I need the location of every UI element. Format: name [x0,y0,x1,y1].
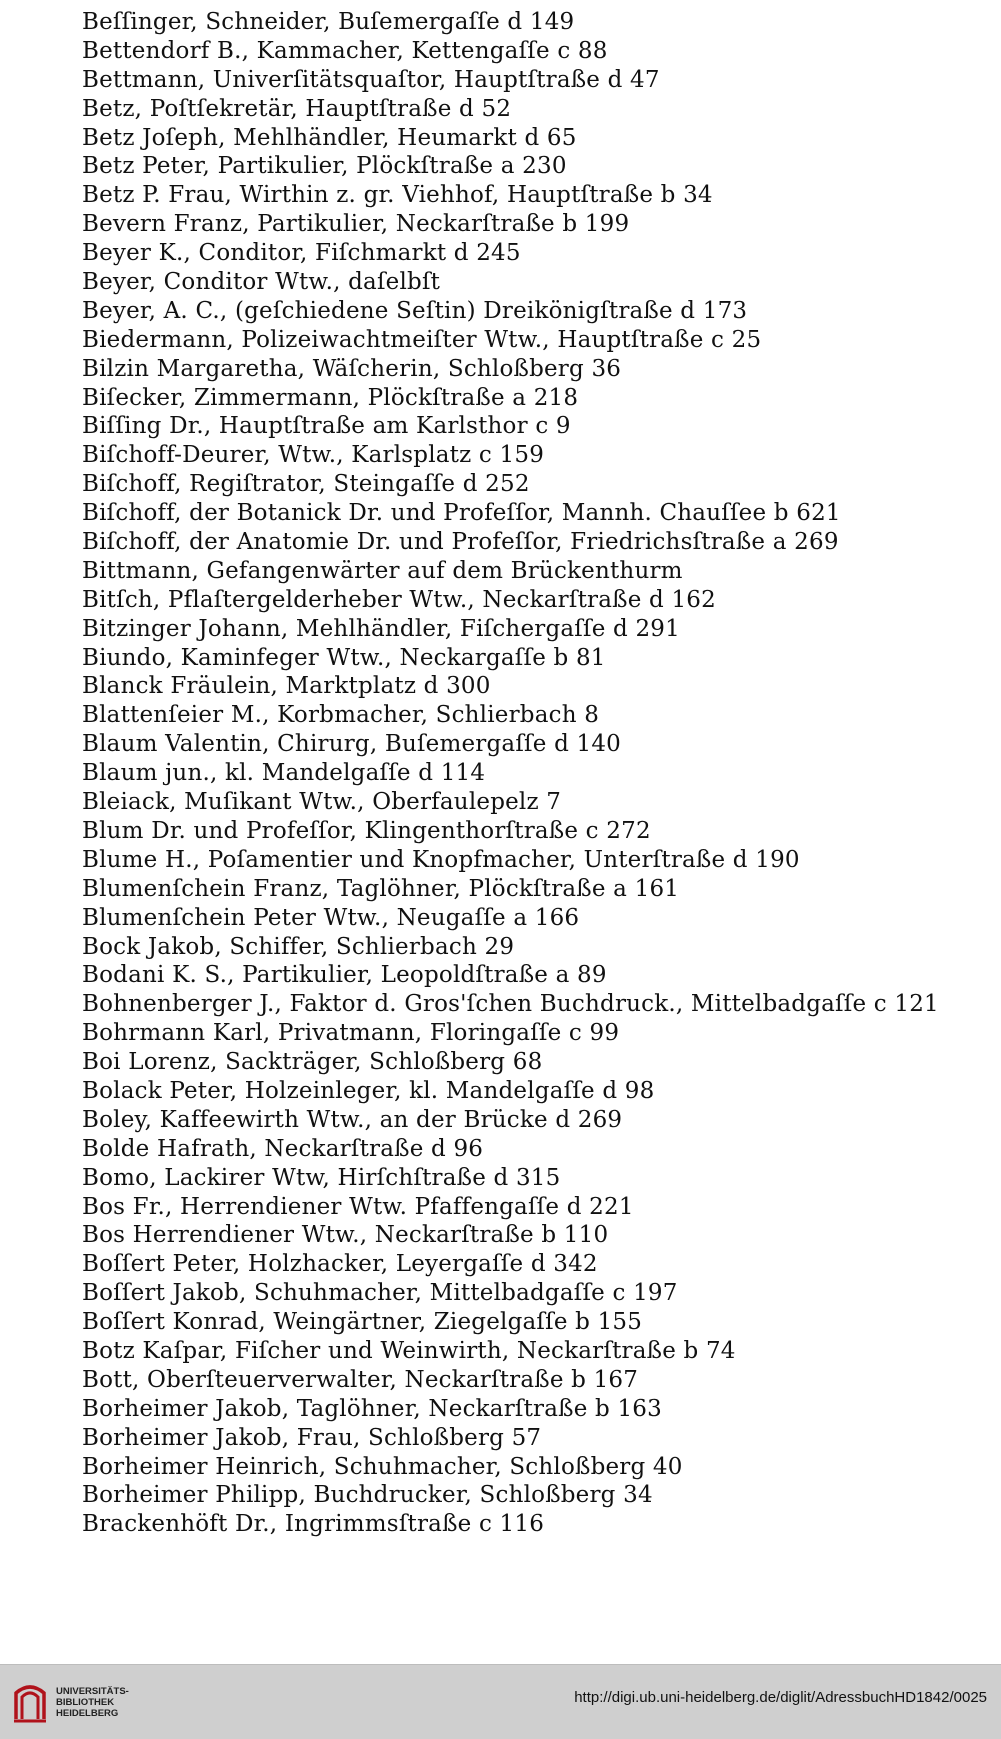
address-entry: Beyer, Conditor Wtw., daſelbſt [82,269,441,296]
address-entry: Blum Dr. und Profeſſor, Klingenthorſtraße c 272 [82,817,651,844]
address-entry: Beyer K., Conditor, Fiſchmarkt d 245 [82,240,521,267]
address-entry: Borheimer Philipp, Buchdrucker, Schloßberg 34 [82,1482,653,1509]
address-entry: Bittmann, Gefangenwärter auf dem Brückenthurm [82,557,683,584]
library-name-line-1: UNIVERSITÄTS- [56,1685,129,1697]
address-entry: Bohrmann Karl, Privatmann, Floringaſſe c 99 [82,1020,620,1047]
address-entry: Betz Peter, Partikulier, Plöckſtraße a 230 [82,153,567,180]
address-entry: Bolde Hafrath, Neckarſtraße d 96 [82,1135,484,1162]
address-entry: Boſſert Konrad, Weingärtner, Ziegelgaſſe b 155 [82,1309,643,1336]
address-entry: Botz Kaſpar, Fiſcher und Weinwirth, Neckarſtraße b 74 [82,1337,736,1364]
address-entry: Blattenſeier M., Korbmacher, Schlierbach 8 [82,702,600,729]
library-name-line-3: HEIDELBERG [56,1707,119,1719]
address-entry: Boi Lorenz, Sackträger, Schloßberg 68 [82,1049,543,1076]
address-entry: Bilzin Margaretha, Wäſcherin, Schloßberg 36 [82,355,622,382]
address-entry: Bolack Peter, Holzeinleger, kl. Mandelgaſſe d 98 [82,1077,655,1104]
address-entry: Biedermann, Polizeiwachtmeiſter Wtw., Hauptſtraße c 25 [82,326,762,353]
address-entry: Beſſinger, Schneider, Buſemergaſſe d 149 [82,9,575,35]
address-entry: Blume H., Poſamentier und Knopfmacher, Unterſtraße d 190 [82,846,800,873]
address-entry: Biſchoff, der Botanick Dr. und Profeſſor, Mannh. Chauſſee b 621 [82,500,841,527]
address-entry: Betz Joſeph, Mehlhändler, Heumarkt d 65 [82,124,577,151]
address-entry: Biundo, Kaminfeger Wtw., Neckargaſſe b 81 [82,644,606,671]
library-seal-icon [12,1679,48,1725]
footer-bar [0,1664,1001,1739]
address-entry: Bettendorf B., Kammacher, Kettengaſſe c 88 [82,37,608,64]
address-entry: Bock Jakob, Schiffer, Schlierbach 29 [82,933,515,960]
address-entry: Biſſing Dr., Hauptſtraße am Karlsthor c 9 [82,413,571,440]
address-entry: Bitſch, Pflaſtergelderheber Wtw., Neckarſtraße d 162 [82,586,716,613]
library-logo[interactable] [12,1679,129,1725]
address-entry: Boſſert Peter, Holzhacker, Leyergaſſe d 342 [82,1251,598,1278]
address-entry: Betz P. Frau, Wirthin z. gr. Viehhof, Hauptſtraße b 34 [82,182,713,209]
address-entry: Borheimer Heinrich, Schuhmacher, Schloßberg 40 [82,1453,683,1480]
address-entry: Bettmann, Univerſitätsquaſtor, Hauptſtraße d 47 [82,66,660,93]
address-entry: Bitzinger Johann, Mehlhändler, Fiſchergaſſe d 291 [82,615,680,642]
address-entry: Bodani K. S., Partikulier, Leopoldſtraße a 89 [82,962,607,989]
address-entry: Boley, Kaffeewirth Wtw., an der Brücke d 269 [82,1106,623,1133]
address-entry: Bohnenberger J., Faktor d. Gros'ſchen Buchdruck., Mittelbadgaſſe c 121 [82,991,939,1018]
address-entry: Beyer, A. C., (geſchiedene Seſtin) Dreikönigſtraße d 173 [82,297,748,324]
address-entry-list [82,8,982,1539]
address-entry: Bevern Franz, Partikulier, Neckarſtraße b 199 [82,211,630,238]
address-entry: Blaum Valentin, Chirurg, Buſemergaſſe d 140 [82,731,622,758]
address-entry: Blanck Fräulein, Marktplatz d 300 [82,673,491,700]
address-entry: Boſſert Jakob, Schuhmacher, Mittelbadgaſſe c 197 [82,1280,678,1307]
address-entry: Borheimer Jakob, Taglöhner, Neckarſtraße b 163 [82,1395,662,1422]
address-entry: Blumenſchein Franz, Taglöhner, Plöckſtraße a 161 [82,875,680,902]
address-entry: Bos Herrendiener Wtw., Neckarſtraße b 110 [82,1222,609,1249]
address-entry: Betz, Poſtſekretär, Hauptſtraße d 52 [82,95,512,122]
address-entry: Biſchoff-Deurer, Wtw., Karlsplatz c 159 [82,442,545,469]
library-name [56,1686,129,1719]
library-name-line-2: BIBLIOTHEK [56,1696,115,1708]
address-entry: Borheimer Jakob, Frau, Schloßberg 57 [82,1424,542,1451]
address-entry: Blaum jun., kl. Mandelgaſſe d 114 [82,760,486,787]
address-entry: Blumenſchein Peter Wtw., Neugaſſe a 166 [82,904,580,931]
address-entry: Bos Fr., Herrendiener Wtw. Pfaffengaſſe d 221 [82,1193,634,1220]
address-entry: Biſchoff, Regiſtrator, Steingaſſe d 252 [82,471,530,498]
address-entry: Bomo, Lackirer Wtw, Hirſchſtraße d 315 [82,1164,561,1191]
address-entry: Bleiack, Muſikant Wtw., Oberfaulepelz 7 [82,789,562,816]
address-entry: Bott, Oberſteuerverwalter, Neckarſtraße b 167 [82,1366,639,1393]
address-entry: Brackenhöft Dr., Ingrimmsſtraße c 116 [82,1511,545,1538]
source-url[interactable]: http://digi.ub.uni-heidelberg.de/diglit/AdressbuchHD1842/0025 [574,1689,987,1706]
address-entry: Biſecker, Zimmermann, Plöckſtraße a 218 [82,384,579,411]
address-entry: Biſchoff, der Anatomie Dr. und Profeſſor, Friedrichsſtraße a 269 [82,529,839,556]
